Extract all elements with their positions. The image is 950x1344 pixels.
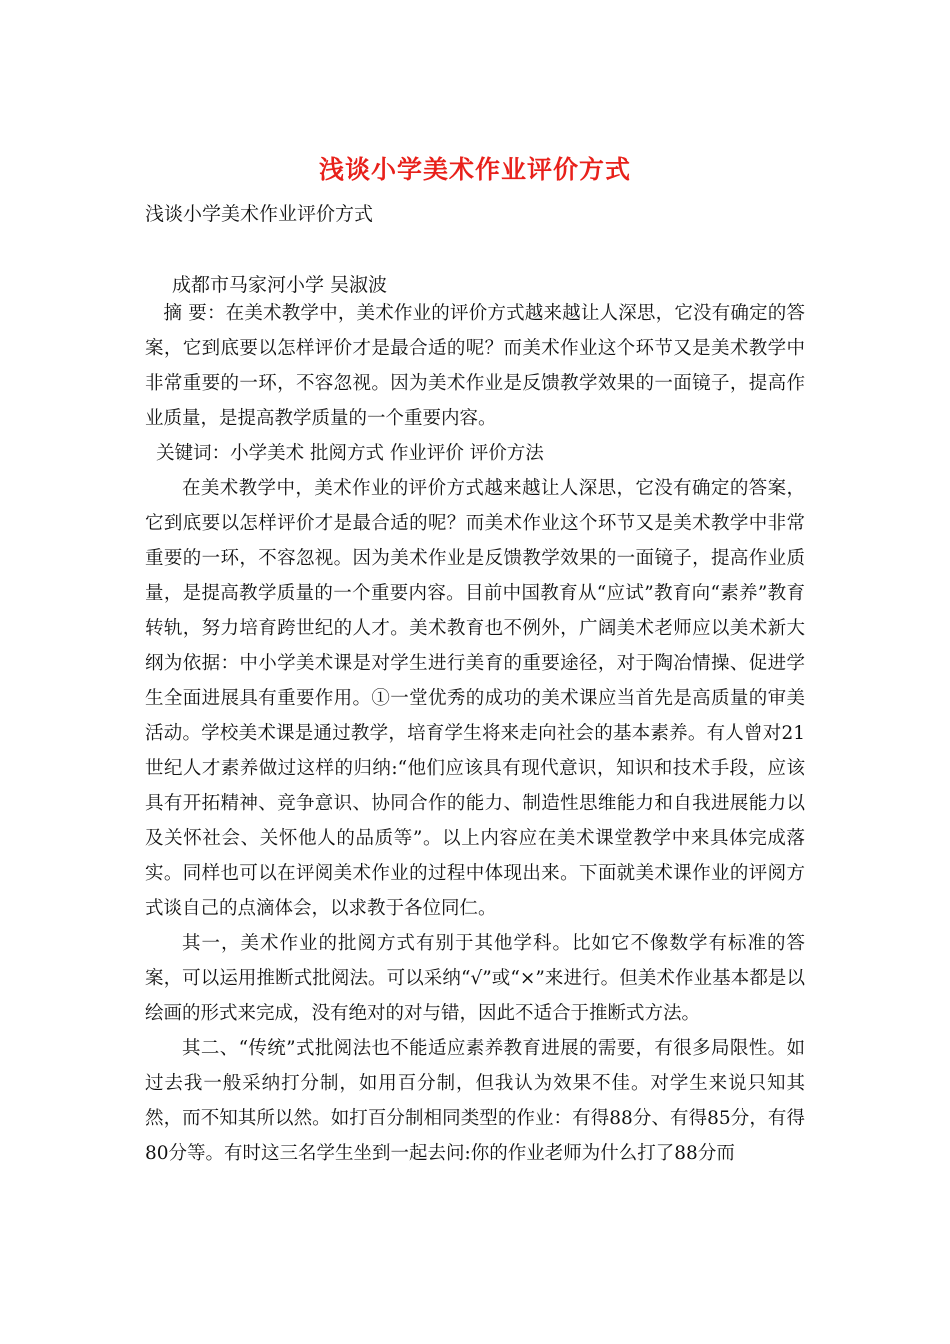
document-title: 浅谈小学美术作业评价方式	[318, 155, 631, 184]
abstract-paragraph: 摘 要：在美术教学中，美术作业的评价方式越来越让人深思，它没有确定的答案，它到底要以怎样评价才是最合适的呢？而美术作业这个环节又是美术教学中非常重要的一环，不容忽视。因为美术作业是反馈教学效果的一面镜子，提高作业质量，是提高教学质量的一个重要内容。	[145, 303, 805, 429]
keywords-line: 关键词：小学美术 批阅方式 作业评价 评价方法	[156, 443, 544, 464]
body-paragraph-3: 其二、“传统”式批阅法也不能适应素养教育进展的需要，有很多局限性。如过去我一般采纳打分制，如用百分制，但我认为效果不佳。对学生来说只知其然，而不知其所以然。如打百分制相同类型的作业：有得88分、有得85分，有得80分等。有时这三名学生坐到一起去问:你的作业老师为什么打了88分而	[145, 1038, 805, 1164]
document-body	[145, 296, 805, 1171]
body-paragraph-2: 其一，美术作业的批阅方式有别于其他学科。比如它不像数学有标准的答案，可以运用推断式批阅法。可以采纳“√”或“×”来进行。但美术作业基本都是以绘画的形式来完成，没有绝对的对与错，因此不适合于推断式方法。	[145, 933, 805, 1024]
body-paragraph-1: 在美术教学中，美术作业的评价方式越来越让人深思，它没有确定的答案，它到底要以怎样评价才是最合适的呢？而美术作业这个环节又是美术教学中非常重要的一环，不容忽视。因为美术作业是反馈教学效果的一面镜子，提高作业质量，是提高教学质量的一个重要内容。目前中国教育从“应试”教育向“素养”教育转轨，努力培育跨世纪的人才。美术教育也不例外，广阔美术老师应以美术新大纲为依据：中小学美术课是对学生进行美育的重要途径，对于陶冶情操、促进学生全面进展具有重要作用。①一堂优秀的成功的美术课应当首先是高质量的审美活动。学校美术课是通过教学，培育学生将来走向社会的基本素养。有人曾对21世纪人才素养做过这样的归纳:“他们应该具有现代意识，知识和技术手段，应该具有开拓精神、竞争意识、协同合作的能力、制造性思维能力和自我进展能力以及关怀社会、关怀他人的品质等”。以上内容应在美术课堂教学中来具体完成落实。同样也可以在评阅美术作业的过程中体现出来。下面就美术课作业的评阅方式谈自己的点滴体会，以求教于各位同仁。	[145, 478, 805, 919]
document-subtitle: 浅谈小学美术作业评价方式	[145, 203, 374, 225]
author-line: 成都市马家河小学 吴淑波	[172, 274, 388, 296]
